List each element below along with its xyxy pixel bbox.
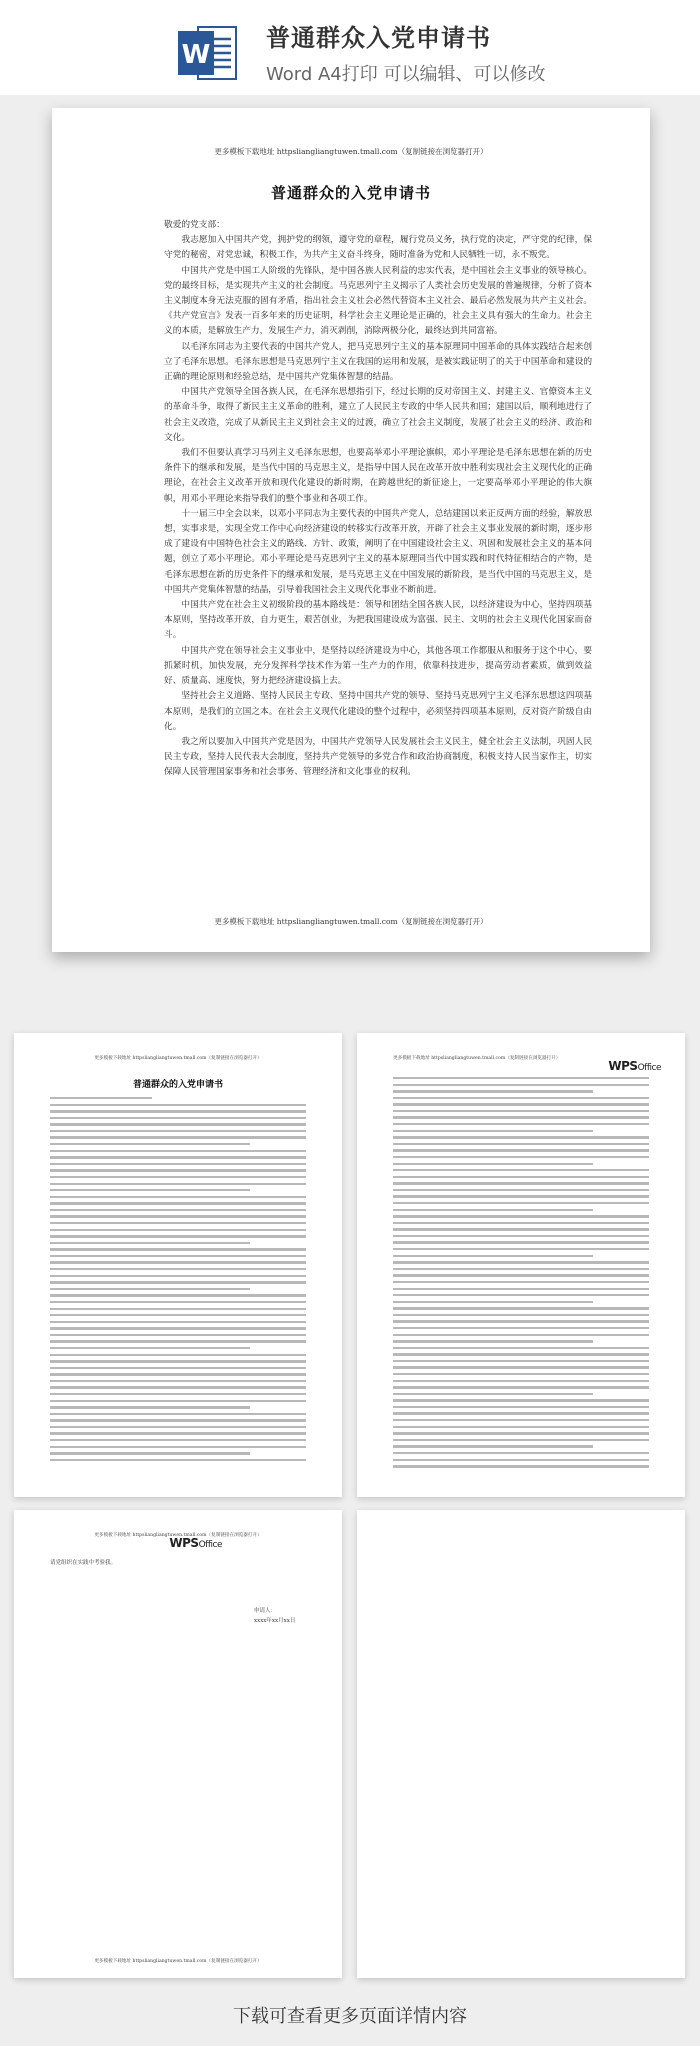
thumbnail-title: 普通群众的入党申请书 (132, 1080, 223, 1090)
body-paragraph: 中国共产党是中国工人阶级的先锋队，是中国各族人民利益的忠实代表，是中国社会主义事业的领导核心。党的最终目标，是实现共产主义的社会制度。马克思列宁主义揭示了人类社会历史发展的普遍规律，分析了资本主义制度本身无法克服的固有矛盾，指出社会主义社会必然代替资本主义社会、最后必然发展为共产主义社会。《共产党宣言》发表一百多年来的历史证明，科学社会主义理论是正确的，社会主义具有强大的生命力。社会主义的本质，是解放生产力，发展生产力，消灭剥削，消除两极分化，最终达到共同富裕。 (164, 265, 592, 337)
document-title: 普通群众的入党申请书 (270, 184, 431, 202)
document-page-preview[interactable] (52, 108, 650, 952)
page-thumbnail-1[interactable] (14, 1033, 342, 1497)
body-paragraph: 中国共产党领导全国各族人民，在毛泽东思想指引下，经过长期的反对帝国主义、封建主义、官僚资本主义的革命斗争，取得了新民主主义革命的胜利，建立了人民民主专政的中华人民共和国；建国以后，顺利地进行了社会主义改造，完成了从新民主主义到社会主义的过渡，确立了社会主义制度，发展了社会主义的经济、政治和文化。 (164, 387, 592, 443)
greeting: 敬爱的党支部： (164, 220, 225, 230)
page-header (0, 0, 700, 95)
body-paragraph: 中国共产党在社会主义初级阶段的基本路线是：领导和团结全国各族人民，以经济建设为中心，坚持四项基本原则，坚持改革开放，自力更生，艰苦创业，为把我国建设成为富强、民主、文明的社会主义现代化国家而奋斗。 (164, 600, 592, 641)
applicant-label: 申请人： (254, 1608, 277, 1614)
wps-office-logo: WPSOffice (169, 1536, 222, 1550)
page-thumbnail-3[interactable] (14, 1510, 342, 1978)
thumbnail-text-lines (393, 1077, 649, 1487)
thumbnail-footer: 更多模板下载地址 httpsliangliangtuwen.tmall.com（复制链接在浏览器打开） (94, 1959, 262, 1964)
thumbnail-header: 更多模板下载地址 httpsliangliangtuwen.tmall.com（复制链接在浏览器打开） (393, 1056, 561, 1061)
word-document-icon (176, 21, 240, 85)
body-paragraph: 坚持社会主义道路、坚持人民民主专政、坚持中国共产党的领导、坚持马克思列宁主义毛泽东思想这四项基本原则，是我们的立国之本。在社会主义现代化建设的整个过程中，必须坚持四项基本原则，反对资产阶级自由化。 (164, 691, 592, 732)
page-running-header: 更多模板下载地址 httpsliangliangtuwen.tmall.com（复制链接在浏览器打开） (214, 147, 488, 156)
page-thumbnail-2[interactable] (357, 1033, 685, 1497)
page-thumbnail-4[interactable] (357, 1510, 685, 1978)
body-paragraph: 中国共产党在领导社会主义事业中，是坚持以经济建设为中心，其他各项工作都服从和服务于这个中心，要抓紧时机，加快发展，充分发挥科学技术作为第一生产力的作用，依靠科技进步，提高劳动者素质，做到效益好、质量高、速度快，努力把经济建设搞上去。 (164, 645, 592, 687)
svg-text:W: W (181, 40, 211, 70)
template-subtitle: Word A4打印 可以编辑、可以修改 (266, 64, 546, 85)
body-paragraph: 我之所以要加入中国共产党是因为，中国共产党领导人民发展社会主义民主，健全社会主义法制，巩固人民民主专政，坚持人民代表大会制度，坚持共产党领导的多党合作和政治协商制度，积极支持人民当家作主，切实保障人民管理国家事务和社会事务、管理经济和文化事业的权利。 (164, 736, 592, 778)
download-more-prompt[interactable]: 下载可查看更多页面详情内容 (233, 2006, 467, 2027)
body-paragraph: 十一届三中全会以来，以邓小平同志为主要代表的中国共产党人，总结建国以来正反两方面的经验，解放思想，实事求是，实现全党工作中心向经济建设的转移实行改革开放，开辟了社会主义事业发展的新时期，逐步形成了建设有中国特色社会主义的路线、方针、政策，阐明了在中国建设社会主义、巩固和发展社会主义的基本问题，创立了邓小平理论。邓小平理论是马克思列宁主义的基本原理同当代中国实践和时代特征相结合的产物，是毛泽东思想在新的历史条件下的继承和发展，是马克思主义在中国发展的新阶段，是当代中国的马克思主义，是中国共产党集体智慧的结晶，引导着我国社会主义现代化事业不断前进。 (164, 508, 592, 595)
thumbnail-text-lines (50, 1097, 306, 1487)
body-paragraph: 我志愿加入中国共产党，拥护党的纲领，遵守党的章程，履行党员义务，执行党的决定，严守党的纪律，保守党的秘密，对党忠诚，积极工作，为共产主义奋斗终身，随时准备为党和人民牺牲一切，永不叛党。 (164, 235, 592, 261)
body-paragraph: 以毛泽东同志为主要代表的中国共产党人，把马克思列宁主义的基本原理同中国革命的具体实践结合起来创立了毛泽东思想。毛泽东思想是马克思列宁主义在我国的运用和发展，是被实践证明了的关于中国革命和建设的正确的理论原则和经验总结，是中国共产党集体智慧的结晶。 (164, 341, 592, 383)
document-body (164, 218, 592, 886)
thumbnail-signature (254, 1606, 295, 1626)
page-running-footer: 更多模板下载地址 httpsliangliangtuwen.tmall.com（复制链接在浏览器打开） (214, 917, 488, 926)
thumbnail-header: 更多模板下载地址 httpsliangliangtuwen.tmall.com（复制链接在浏览器打开） (94, 1533, 262, 1538)
wps-office-logo: WPSOffice (608, 1059, 661, 1073)
body-paragraph: 我们不但要认真学习马列主义毛泽东思想，也要高举邓小平理论旗帜，邓小平理论是毛泽东思想在新的历史条件下的继承和发展，是当代中国的马克思主义，是指导中国人民在改革开放中胜利实现社会主义现代化的正确理论，在社会主义改革开放和现代化建设的新时期，在跨越世纪的新征途上，一定要高举邓小平理论的伟大旗帜，用邓小平理论来指导我们的整个事业和各项工作。 (164, 448, 592, 504)
thumbnail-closing-text: 请党组织在实践中考验我。 (50, 1560, 117, 1566)
thumbnail-header: 更多模板下载地址 httpsliangliangtuwen.tmall.com（复制链接在浏览器打开） (94, 1056, 262, 1061)
application-date: xxxx年xx月xx日 (254, 1618, 296, 1624)
template-title: 普通群众入党申请书 (266, 24, 491, 52)
